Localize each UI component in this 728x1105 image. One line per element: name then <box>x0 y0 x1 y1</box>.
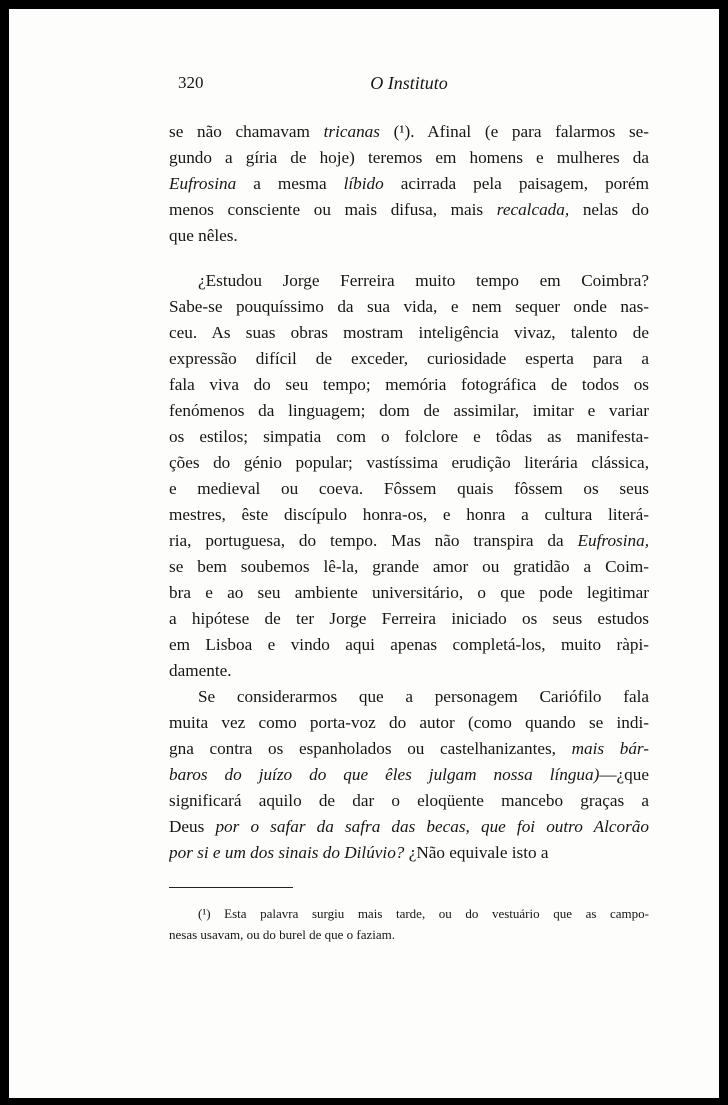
text-run: Deus <box>169 817 216 836</box>
text-run: se não chamavam <box>169 122 324 141</box>
text-line <box>169 268 649 294</box>
text-line <box>169 502 649 528</box>
text-run: os estilos; simpatia com o folclore e tôdas as manifesta- <box>169 427 649 446</box>
text-run: bra e ao seu ambiente universitário, o que pode legitimar <box>169 583 649 602</box>
text-run: ria, portuguesa, do tempo. Mas não transpira da <box>169 531 578 550</box>
italic-run: recalcada, <box>496 200 570 219</box>
text-line <box>169 580 649 606</box>
text-line <box>169 840 649 866</box>
text-run: acirrada pela paisagem, porém <box>383 174 649 193</box>
body-text <box>169 119 649 866</box>
text-line <box>169 903 649 924</box>
text-run: (¹). Afinal (e para falarmos se- <box>379 122 649 141</box>
paragraph <box>169 119 649 249</box>
text-run: se bem soubemos lê-la, grande amor ou gratidão a Coim- <box>169 557 649 576</box>
text-run: em Lisboa e vindo aqui apenas completá-los, muito ràpi- <box>169 635 649 654</box>
text-line <box>169 145 649 171</box>
text-run: significará aquilo de dar o eloqüente mancebo graças a <box>169 791 649 810</box>
text-line <box>169 294 649 320</box>
italic-run: Eufrosina, <box>577 531 649 550</box>
text-run: Sabe-se pouquíssimo da sua vida, e nem sequer onde nas- <box>169 297 649 316</box>
paragraph <box>169 268 649 684</box>
text-run: menos consciente ou mais difusa, mais <box>169 200 497 219</box>
text-line <box>169 528 649 554</box>
text-line <box>169 658 649 684</box>
paragraph-gap <box>169 249 649 268</box>
text-run: a mesma <box>236 174 344 193</box>
text-run: nelas do <box>569 200 649 219</box>
text-line <box>169 119 649 145</box>
text-run: nesas usavam, ou do burel de que o faziam. <box>169 927 395 942</box>
text-line <box>169 424 649 450</box>
text-run: gna contra os espanholados ou castelhanizantes, <box>169 739 572 758</box>
text-line <box>169 710 649 736</box>
text-run: —¿que <box>599 765 649 784</box>
text-line <box>169 606 649 632</box>
running-title: O Instituto <box>370 73 448 93</box>
text-run: ¿Não equivale isto a <box>404 843 549 862</box>
text-line <box>169 632 649 658</box>
text-run: ceu. As suas obras mostram inteligência vivaz, talento de <box>169 323 649 342</box>
italic-run: líbido <box>343 174 384 193</box>
italic-run: por o safar da safra das becas, que foi outro Alcorão <box>215 817 649 836</box>
text-run: gundo a gíria de hoje) teremos em homens e mulheres da <box>169 148 649 167</box>
text-run: mestres, êste discípulo honra-os, e honra a cultura literá- <box>169 505 649 524</box>
text-line <box>169 197 649 223</box>
text-line <box>169 788 649 814</box>
italic-run: por si e um dos sinais do Dilúvio? <box>169 843 405 862</box>
footnote-rule <box>169 887 293 888</box>
text-line <box>169 554 649 580</box>
text-run: e medieval ou coeva. Fôssem quais fôssem os seus <box>169 479 649 498</box>
text-line <box>169 171 649 197</box>
text-run: Se considerarmos que a personagem Cariófilo fala <box>198 687 649 706</box>
footnote <box>169 903 649 945</box>
text-line <box>169 684 649 710</box>
italic-run: baros do juízo do que êles julgam nossa língua) <box>169 765 600 784</box>
paragraph <box>169 684 649 866</box>
text-run: expressão difícil de exceder, curiosidade esperta para a <box>169 349 649 368</box>
text-line <box>169 372 649 398</box>
italic-run: Eufrosina <box>169 174 237 193</box>
text-run: que nêles. <box>169 226 238 245</box>
text-run: muita vez como porta-voz do autor (como quando se indi- <box>169 713 649 732</box>
text-line <box>169 762 649 788</box>
text-line <box>169 320 649 346</box>
text-run: fala viva do seu tempo; memória fotográfica de todos os <box>169 375 649 394</box>
text-run: a hipótese de ter Jorge Ferreira iniciado os seus estudos <box>169 609 649 628</box>
text-line <box>169 223 649 249</box>
text-line <box>169 476 649 502</box>
italic-run: tricanas <box>323 122 380 141</box>
text-line <box>169 736 649 762</box>
text-run: ções do génio popular; vastíssima erudição literária clássica, <box>169 453 649 472</box>
text-line <box>169 450 649 476</box>
italic-run: mais bár- <box>571 739 649 758</box>
text-run: fenómenos da linguagem; dom de assimilar, imitar e variar <box>169 401 649 420</box>
page-number: 320 <box>178 73 204 92</box>
text-run: damente. <box>169 661 232 680</box>
text-line <box>169 398 649 424</box>
text-line <box>169 924 649 945</box>
text-line <box>169 814 649 840</box>
text-line <box>169 346 649 372</box>
text-run: ¿Estudou Jorge Ferreira muito tempo em Coimbra? <box>198 271 649 290</box>
text-run: (¹) Esta palavra surgiu mais tarde, ou do vestuário que as campo- <box>198 906 649 921</box>
page-header <box>169 73 649 99</box>
